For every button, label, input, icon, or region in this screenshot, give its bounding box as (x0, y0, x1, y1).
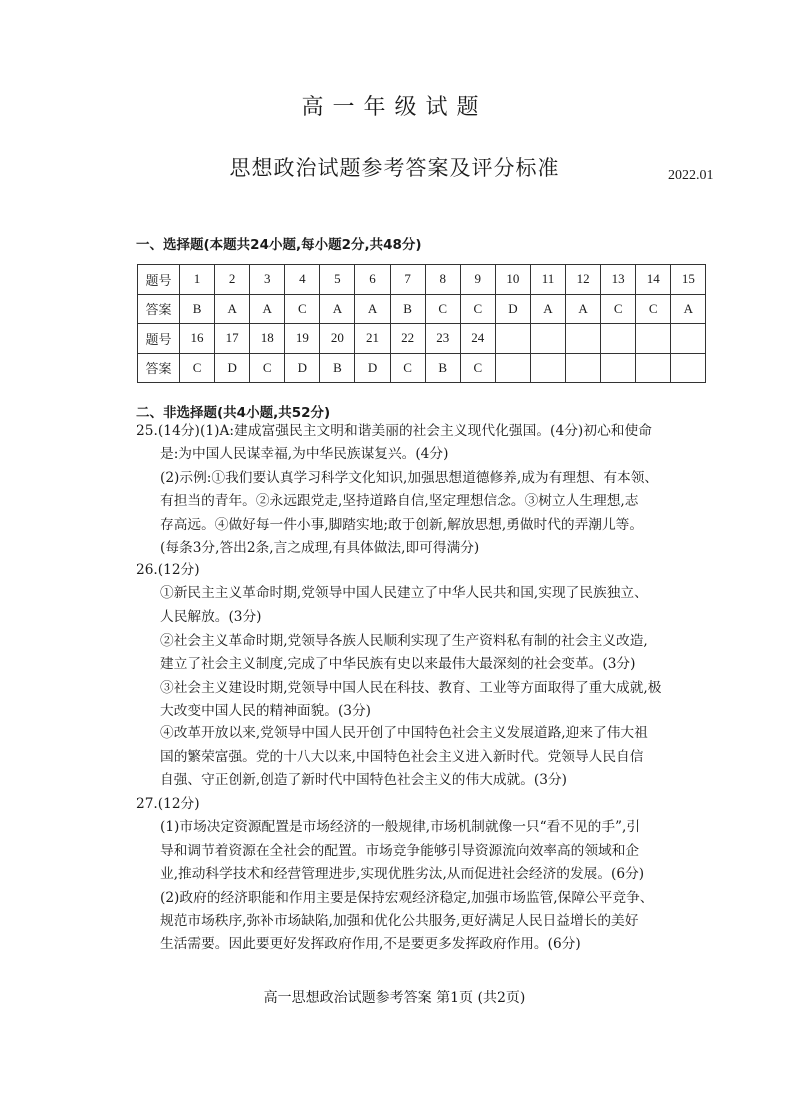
question-number-row (138, 265, 706, 295)
q26-line-8: ④改革开放以来,党领导中国人民开创了中国特色社会主义发展道路,迎来了伟大祖 (160, 725, 648, 741)
question-number-cell: 23 (425, 324, 460, 354)
q27-line-5: (2)政府的经济职能和作用主要是保持宏观经济稳定,加强市场监管,保障公平竞争、 (160, 890, 654, 906)
answer-cell: A (530, 294, 565, 324)
exam-date: 2022.01 (668, 168, 714, 183)
question-number-cell: 10 (495, 265, 530, 295)
answer-cell: C (250, 353, 285, 383)
answer-cell: C (285, 294, 320, 324)
question-number-cell: 24 (460, 324, 495, 354)
question-number-cell (601, 324, 636, 354)
answer-cell: C (180, 353, 215, 383)
answer-cell: B (180, 294, 215, 324)
question-number-cell (566, 324, 601, 354)
answer-cell (636, 353, 671, 383)
q25-line-1: 25.(14分)(1)A:建成富强民主文明和谐美丽的社会主义现代化强国。(4分)初心和使命 (136, 423, 653, 439)
question-number-cell: 15 (671, 265, 706, 295)
grade-title: 高一年级试题 (301, 95, 488, 120)
q27-line-2: (1)市场决定资源配置是市场经济的一般规律,市场机制就像一只“看不见的手”,引 (160, 819, 641, 835)
question-number-cell (495, 324, 530, 354)
q25-line-5: 存高远。④做好每一件小事,脚踏实地;敢于创新,解放思想,勇做时代的弄潮儿等。 (160, 517, 644, 533)
answer-cell: B (320, 353, 355, 383)
answer-cell (671, 353, 706, 383)
q26-line-5: 建立了社会主义制度,完成了中华民族有史以来最伟大最深刻的社会变革。(3分) (160, 656, 636, 672)
answer-cell: C (601, 294, 636, 324)
answer-cell (601, 353, 636, 383)
answer-cell: A (566, 294, 601, 324)
question-number-cell: 18 (250, 324, 285, 354)
row-label: 答案 (138, 353, 180, 383)
question-number-cell: 1 (180, 265, 215, 295)
answer-cell: B (390, 294, 425, 324)
question-number-cell: 19 (285, 324, 320, 354)
question-number-cell: 2 (215, 265, 250, 295)
q27-line-3: 导和调节着资源在全社会的配置。市场竞争能够引导资源流向效率高的领域和企 (160, 843, 640, 859)
document-title: 思想政治试题参考答案及评分标准 (229, 156, 560, 180)
question-number-cell: 12 (566, 265, 601, 295)
answer-cell: C (425, 294, 460, 324)
question-number-cell: 16 (180, 324, 215, 354)
section2-heading: 二、非选择题(共4小题,共52分) (136, 405, 331, 421)
answer-table (137, 264, 706, 383)
answer-cell (495, 353, 530, 383)
q26-line-10: 自强、守正创新,创造了新时代中国特色社会主义的伟大成就。(3分) (160, 772, 567, 788)
question-number-cell (636, 324, 671, 354)
question-number-cell: 20 (320, 324, 355, 354)
question-number-cell: 8 (425, 265, 460, 295)
q26-line-6: ③社会主义建设时期,党领导中国人民在科技、教育、工业等方面取得了重大成就,极 (160, 680, 662, 696)
question-number-cell: 11 (530, 265, 565, 295)
row-label: 题号 (138, 265, 180, 295)
answer-cell: C (390, 353, 425, 383)
answer-cell: D (215, 353, 250, 383)
answer-cell: A (671, 294, 706, 324)
question-number-cell: 21 (355, 324, 390, 354)
q25-line-2: 是:为中国人民谋幸福,为中华民族谋复兴。(4分) (160, 446, 449, 462)
question-number-row (138, 324, 706, 354)
page-footer: 高一思想政治试题参考答案 第1页 (共2页) (263, 990, 526, 1006)
answer-cell (530, 353, 565, 383)
answer-cell: A (215, 294, 250, 324)
question-number-cell (671, 324, 706, 354)
q26-line-4: ②社会主义革命时期,党领导各族人民顺利实现了生产资料私有制的社会主义改造, (160, 633, 648, 649)
answer-cell: C (460, 353, 495, 383)
q25-line-4: 有担当的青年。②永远跟党走,坚持道路自信,坚定理想信念。③树立人生理想,志 (160, 493, 639, 509)
q26-line-3: 人民解放。(3分) (160, 609, 262, 625)
row-label: 题号 (138, 324, 180, 354)
answer-cell (566, 353, 601, 383)
answer-row (138, 353, 706, 383)
answer-cell: D (285, 353, 320, 383)
answer-row (138, 294, 706, 324)
q26-line-7: 大改变中国人民的精神面貌。(3分) (160, 703, 372, 719)
q27-line-4: 业,推动科学技术和经营管理进步,实现优胜劣汰,从而促进社会经济的发展。(6分) (160, 866, 645, 882)
answer-cell: D (355, 353, 390, 383)
answer-cell: A (320, 294, 355, 324)
answer-cell: D (495, 294, 530, 324)
question-number-cell: 13 (601, 265, 636, 295)
question-number-cell: 3 (250, 265, 285, 295)
question-number-cell: 17 (215, 324, 250, 354)
q26-line-1: 26.(12分) (136, 562, 200, 578)
answer-cell: A (355, 294, 390, 324)
answer-cell: C (636, 294, 671, 324)
answer-cell: A (250, 294, 285, 324)
question-number-cell: 6 (355, 265, 390, 295)
q25-line-3: (2)示例:①我们要认真学习科学文化知识,加强思想道德修养,成为有理想、有本领、 (160, 470, 659, 486)
q26-line-9: 国的繁荣富强。党的十八大以来,中国特色社会主义进入新时代。党领导人民自信 (160, 749, 644, 765)
question-number-cell: 22 (390, 324, 425, 354)
question-number-cell: 5 (320, 265, 355, 295)
question-number-cell: 9 (460, 265, 495, 295)
question-number-cell: 4 (285, 265, 320, 295)
q27-line-7: 生活需要。因此要更好发挥政府作用,不是要更多发挥政府作用。(6分) (160, 936, 581, 952)
q27-line-6: 规范市场秩序,弥补市场缺陷,加强和优化公共服务,更好满足人民日益增长的美好 (160, 913, 639, 929)
question-number-cell: 7 (390, 265, 425, 295)
section1-heading: 一、选择题(本题共24小题,每小题2分,共48分) (136, 237, 422, 253)
q25-line-6: (每条3分,答出2条,言之成理,有具体做法,即可得满分) (160, 540, 480, 556)
answer-cell: C (460, 294, 495, 324)
answer-cell: B (425, 353, 460, 383)
q26-line-2: ①新民主主义革命时期,党领导中国人民建立了中华人民共和国,实现了民族独立、 (160, 585, 648, 601)
q27-line-1: 27.(12分) (136, 796, 200, 812)
question-number-cell: 14 (636, 265, 671, 295)
row-label: 答案 (138, 294, 180, 324)
question-number-cell (530, 324, 565, 354)
